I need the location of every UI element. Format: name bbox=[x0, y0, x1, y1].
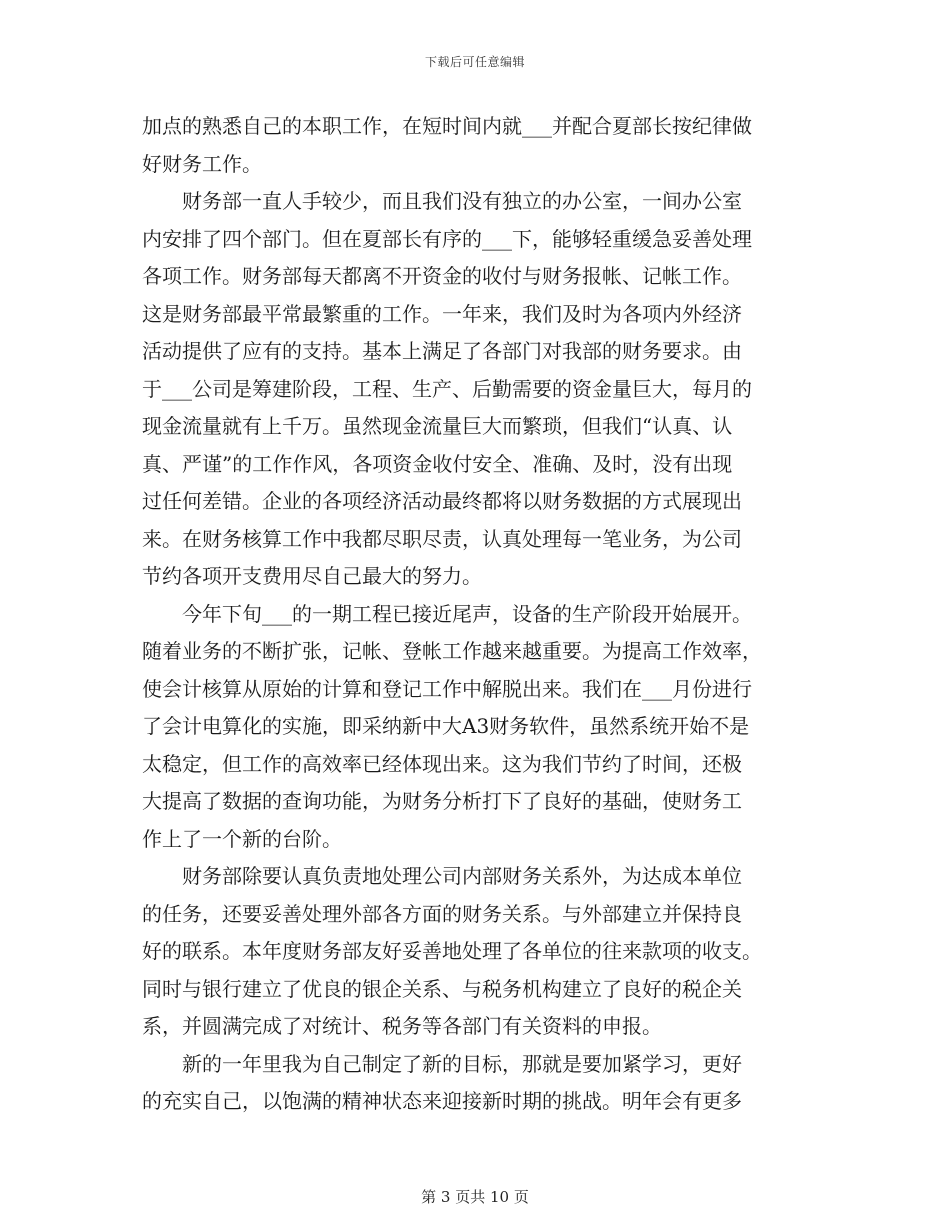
text-line: 作上了一个新的台阶。 bbox=[142, 826, 342, 851]
text-line: 现金流量就有上千万。虽然现金流量巨大而繁琐，但我们“认真、认 bbox=[142, 414, 733, 438]
text-line: 财务部一直人手较少，而且我们没有独立的办公室，一间办公室 bbox=[142, 189, 742, 213]
page-header: 下载后可任意编辑 bbox=[424, 55, 525, 69]
text-line: 系，并圆满完成了对统计、税务等各部门有关资料的申报。 bbox=[142, 1014, 662, 1038]
text-line: 于___公司是筹建阶段，工程、生产、后勤需要的资金量巨大，每月的 bbox=[142, 376, 752, 401]
text-line: 这是财务部最平常最繁重的工作。一年来，我们及时为各项内外经济 bbox=[142, 301, 742, 326]
text-line: 来。在财务核算工作中我都尽职尽责，认真处理每一笔业务，为公司 bbox=[142, 526, 742, 551]
text-line: 活动提供了应有的支持。基本上满足了各部门对我部的财务要求。由 bbox=[142, 339, 742, 363]
text-line: 了会计电算化的实施，即采纳新中大A3财务软件，虽然系统开始不是 bbox=[142, 714, 750, 738]
text-line: 大提高了数据的查询功能，为财务分析打下了良好的基础，使财务工 bbox=[142, 789, 742, 813]
text-line: 各项工作。财务部每天都离不开资金的收付与财务报帐、记帐工作。 bbox=[142, 264, 742, 288]
text-line: 节约各项开支费用尽自己最大的努力。 bbox=[142, 564, 482, 588]
text-line: 过任何差错。企业的各项经济活动最终都将以财务数据的方式展现出 bbox=[142, 489, 742, 513]
text-line: 加点的熟悉自己的本职工作，在短时间内就___并配合夏部长按纪律做 bbox=[142, 114, 752, 138]
text-line: 好的联系。本年度财务部友好妥善地处理了各单位的往来款项的收支。 bbox=[142, 939, 762, 963]
text-line: 新的一年里我为自己制定了新的目标，那就是要加紧学习，更好 bbox=[142, 1051, 742, 1076]
text-line: 的任务，还要妥善处理外部各方面的财务关系。与外部建立并保持良 bbox=[142, 901, 742, 926]
text-line: 内安排了四个部门。但在夏部长有序的___下，能够轻重缓急妥善处理 bbox=[142, 226, 752, 251]
document-body bbox=[142, 108, 807, 1121]
text-line: 好财务工作。 bbox=[142, 151, 262, 176]
text-line: 使会计核算从原始的计算和登记工作中解脱出来。我们在___月份进行 bbox=[142, 676, 752, 701]
text-line: 随着业务的不断扩张，记帐、登帐工作越来越重要。为提高工作效率， bbox=[142, 639, 762, 663]
text-line: 真、严谨”的工作作风，各项资金收付安全、准确、及时，没有出现 bbox=[142, 451, 733, 476]
text-line: 今年下旬___的一期工程已接近尾声，设备的生产阶段开始展开。 bbox=[142, 601, 752, 626]
text-line: 的充实自己，以饱满的精神状态来迎接新时期的挑战。明年会有更多 bbox=[142, 1089, 742, 1113]
text-line: 同时与银行建立了优良的银企关系、与税务机构建立了良好的税企关 bbox=[142, 976, 742, 1001]
page-number: 第 3 页共 10 页 bbox=[421, 1188, 529, 1206]
text-line: 财务部除要认真负责地处理公司内部财务关系外，为达成本单位 bbox=[142, 864, 742, 888]
text-line: 太稳定，但工作的高效率已经体现出来。这为我们节约了时间，还极 bbox=[142, 751, 742, 776]
